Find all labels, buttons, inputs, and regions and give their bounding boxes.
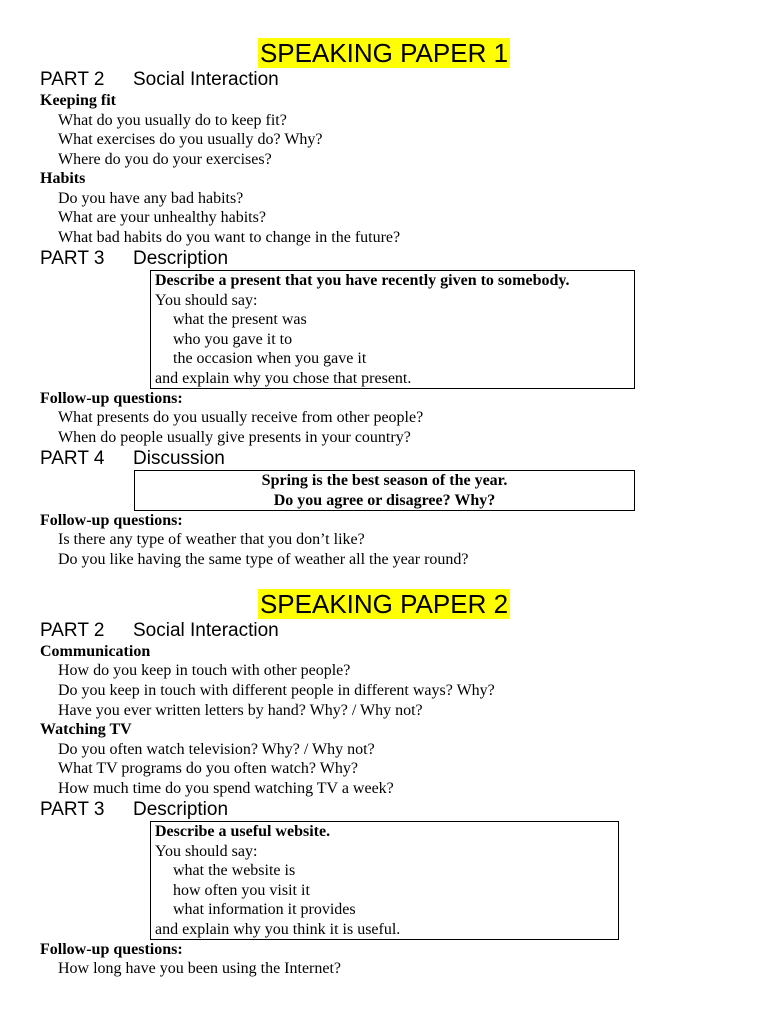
paper2-cue-card [150,821,619,940]
cue-card-point: the occasion when you gave it [173,350,367,368]
followup-heading: Follow-up questions: [40,390,183,407]
question: Where do you do your exercises? [58,151,272,168]
question: Have you ever written letters by hand? Why? / Why not? [58,702,423,719]
question: Do you keep in touch with different people in different ways? Why? [58,682,495,699]
cue-card-closing: and explain why you chose that present. [155,369,412,387]
followup-heading: Follow-up questions: [40,512,183,529]
topic-heading: Keeping fit [40,92,116,109]
followup-heading: Follow-up questions: [40,941,183,958]
paper2-part2-heading: PART 2 Social Interaction [40,620,279,641]
question: What do you usually do to keep fit? [58,112,287,129]
paper1-part3-heading: PART 3 Description [40,248,229,269]
cue-card-closing: and explain why you think it is useful. [155,920,401,938]
paper1-part2-heading: PART 2 Social Interaction [40,69,279,90]
question: Do you have any bad habits? [58,190,244,207]
cue-card-task: Describe a present that you have recently given to somebody. [155,272,570,289]
statement-line: Do you agree or disagree? Why? [273,491,496,509]
question: What TV programs do you often watch? Why? [58,760,358,777]
question: What exercises do you usually do? Why? [58,131,323,148]
cue-card-point: who you gave it to [173,330,293,348]
question: Do you often watch television? Why? / Why not? [58,741,375,758]
paper1-cue-card [150,270,635,389]
cue-card-task: Describe a useful website. [155,823,331,840]
cue-card-lead: You should say: [155,291,258,309]
followup-question: How long have you been using the Internet? [58,960,342,977]
cue-card-point: how often you visit it [173,881,310,899]
topic-heading: Watching TV [40,721,132,738]
question: What are your unhealthy habits? [58,209,266,226]
followup-question: When do people usually give presents in your country? [58,429,411,446]
topic-heading: Habits [40,170,86,187]
paper2-title: SPEAKING PAPER 2 [259,589,509,619]
followup-question: Do you like having the same type of weather all the year round? [58,551,469,568]
cue-card-point: what the present was [173,311,307,329]
paper1-title: SPEAKING PAPER 1 [259,38,509,68]
topic-heading: Communication [40,643,151,660]
question: How much time do you spend watching TV a week? [58,780,394,797]
paper2-part3-heading: PART 3 Description [40,799,229,820]
question: What bad habits do you want to change in the future? [58,229,401,246]
paper1-part4-heading: PART 4 Discussion [40,448,225,469]
statement-line: Spring is the best season of the year. [261,472,508,489]
followup-question: Is there any type of weather that you don’t like? [58,531,365,548]
cue-card-point: what information it provides [173,901,356,919]
cue-card-point: what the website is [173,862,296,880]
question: How do you keep in touch with other people? [58,662,351,679]
paper1-discussion-statement [134,470,635,511]
cue-card-lead: You should say: [155,842,258,860]
followup-question: What presents do you usually receive from other people? [58,409,424,426]
